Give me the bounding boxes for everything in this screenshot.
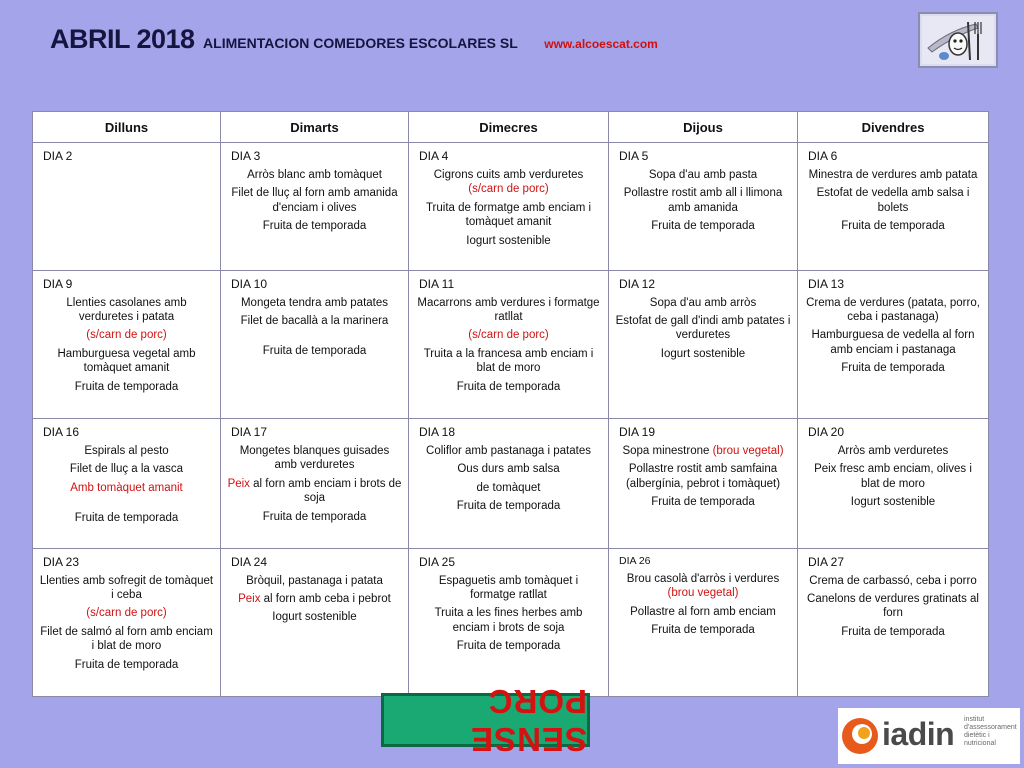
dish-text: Ous durs amb salsa	[457, 463, 560, 476]
page-title: ABRIL 2018	[50, 24, 195, 54]
dish-text: Espaguetis amb tomàquet i formatge ratllat	[438, 574, 579, 601]
menu-dish	[39, 462, 214, 476]
weekday-header: Divendres	[798, 112, 989, 143]
day-label: DIA 27	[808, 554, 845, 569]
dish-text: Fruita de temporada	[262, 510, 367, 523]
menu-cell	[33, 548, 221, 696]
menu-dish	[615, 186, 791, 215]
dish-text: Truita de formatge amb enciam i tomàquet amanit	[425, 201, 592, 229]
menu-cell	[409, 270, 609, 418]
dish-text: Crema de verdures (patata, porro, ceba i pastanaga)	[806, 296, 980, 324]
menu-dish	[227, 510, 402, 524]
day-label: DIA 24	[231, 554, 268, 569]
dish-text: Fruita de temporada	[651, 623, 755, 636]
menu-dish	[804, 168, 982, 182]
dish-text: al forn amb ceba i pebrot	[260, 593, 391, 605]
day-label: DIA 20	[808, 425, 845, 440]
dish-text: al forn amb enciam i brots de soja	[249, 477, 402, 505]
dish-text: Fruita de temporada	[841, 625, 945, 638]
pork-note: (s/carn de porc)	[468, 183, 549, 196]
menu-dish	[415, 574, 602, 603]
menu-dish	[804, 462, 982, 491]
iadin-logo	[838, 708, 1020, 764]
menu-dish	[39, 511, 214, 525]
dish-text: Llenties casolanes amb verduretes i patata	[66, 296, 187, 324]
menu-cell	[609, 143, 798, 271]
highlight-text: Amb tomàquet amanit	[70, 481, 183, 494]
weekday-header: Dijous	[609, 112, 798, 143]
menu-dish	[615, 462, 791, 491]
iadin-tagline: institut d'assessorament dietètic i nutricional	[964, 716, 1017, 747]
highlight-text: Peix	[238, 593, 261, 605]
dish-text: Pollastre rostit amb samfaina (albergínia, pebrot i tomàquet)	[625, 463, 781, 490]
menu-cell	[798, 548, 989, 696]
day-label: DIA 12	[619, 276, 656, 291]
menu-dish	[227, 574, 402, 588]
dish-text: Fruita de temporada	[262, 220, 367, 233]
menu-cell	[409, 419, 609, 549]
menu-cell	[33, 270, 221, 418]
menu-cell	[609, 419, 798, 549]
dish-text: Fruita de temporada	[262, 345, 367, 358]
menu-dish	[615, 168, 791, 182]
dish-text: Canelons de verdures gratinats al forn	[807, 593, 979, 620]
menu-dish	[39, 380, 214, 394]
menu-dish	[39, 347, 214, 376]
menu-dish	[39, 606, 214, 620]
menu-dish	[415, 380, 602, 394]
iadin-flame-icon	[840, 714, 880, 758]
menu-cell	[609, 548, 798, 696]
dish-text: Fruita de temporada	[74, 658, 179, 671]
menu-cell	[409, 143, 609, 271]
menu-dish	[415, 444, 602, 458]
menu-dish	[804, 361, 982, 375]
menu-dish	[227, 444, 402, 473]
highlight-text: (s/carn de porc)	[468, 329, 549, 342]
menu-dish	[39, 328, 214, 342]
menu-dish	[415, 499, 602, 513]
dish-text: Fruita de temporada	[456, 640, 561, 653]
menu-dish	[39, 574, 214, 603]
dish-text: Fruita de temporada	[456, 380, 561, 393]
menu-dish	[415, 606, 602, 635]
dish-text: Cigrons cuits amb verduretes	[433, 169, 584, 181]
day-label: DIA 18	[419, 425, 456, 440]
dish-text: Mongetes blanques guisades amb verduretes	[239, 445, 390, 472]
menu-cell	[221, 143, 409, 271]
menu-dish	[415, 296, 602, 325]
dish-text: Fruita de temporada	[74, 512, 179, 525]
weekday-header: Dimarts	[221, 112, 409, 143]
menu-dish	[39, 481, 214, 495]
week-row	[33, 548, 989, 696]
page-header	[50, 24, 658, 55]
dish-text: Crema de carbassó, ceba i porro	[809, 574, 977, 587]
dish-text: Truita a les fines herbes amb enciam i brots de soja	[434, 607, 583, 634]
week-row	[33, 270, 989, 418]
day-label: DIA 2	[43, 149, 73, 163]
menu-dish	[415, 201, 602, 230]
menu-dish	[615, 623, 791, 637]
dish-text: Fruita de temporada	[651, 220, 755, 233]
menu-cell	[33, 419, 221, 549]
menu-dish	[615, 219, 791, 233]
menu-body	[33, 143, 989, 697]
menu-dish	[39, 296, 214, 325]
dish-text: Macarrons amb verdures i formatge ratllat	[417, 296, 600, 324]
day-label: DIA 11	[419, 276, 455, 291]
menu-dish	[227, 314, 402, 328]
weekday-header: Dimecres	[409, 112, 609, 143]
menu-dish	[615, 605, 791, 619]
day-label: DIA 4	[419, 149, 449, 163]
iadin-wordmark: iadin	[882, 716, 955, 752]
dish-text: Iogurt sostenible	[466, 234, 551, 247]
menu-cell	[221, 419, 409, 549]
pork-note: (brou vegetal)	[667, 587, 739, 600]
day-label: DIA 19	[619, 425, 656, 440]
weekly-menu-table	[32, 111, 989, 697]
menu-dish	[227, 344, 402, 358]
dish-text: Truita a la francesa amb enciam i blat de moro	[423, 347, 594, 375]
dish-text: Iogurt sostenible	[850, 496, 936, 509]
menu-dish	[39, 444, 214, 458]
dish-text: Bròquil, pastanaga i patata	[246, 574, 383, 587]
menu-dish	[804, 574, 982, 588]
dish-text: Estofat de vedella amb salsa i bolets	[816, 187, 970, 214]
day-label: DIA 9	[43, 276, 73, 291]
day-label: DIA 3	[231, 149, 261, 163]
menu-cell	[409, 548, 609, 696]
day-label: DIA 23	[43, 554, 80, 569]
menu-dish	[615, 296, 791, 310]
menu-cell	[609, 270, 798, 418]
menu-dish	[804, 444, 982, 458]
dish-text: Filet de bacallà a la marinera	[240, 315, 389, 328]
day-label: DIA 26	[619, 554, 651, 567]
menu-dish	[804, 219, 982, 233]
day-label: DIA 5	[619, 149, 649, 163]
dish-text: Hamburguesa vegetal amb tomàquet amanit	[57, 347, 196, 375]
menu-cell	[798, 270, 989, 418]
menu-dish	[415, 639, 602, 653]
menu-dish	[39, 625, 214, 654]
menu-dish	[804, 186, 982, 215]
week-row	[33, 143, 989, 271]
menu-dish	[39, 658, 214, 672]
dish-text: Iogurt sostenible	[660, 347, 746, 360]
menu-dish	[615, 444, 791, 458]
dish-text: Minestra de verdures amb patata	[808, 169, 978, 181]
day-label: DIA 17	[231, 425, 268, 440]
menu-dish	[804, 625, 982, 639]
menu-dish	[804, 592, 982, 621]
menu-cell	[798, 143, 989, 271]
menu-dish	[415, 168, 602, 197]
dish-text: Filet de lluç a la vasca	[69, 463, 184, 476]
dish-text: Coliflor amb pastanaga i patates	[426, 445, 591, 458]
menu-dish	[615, 314, 791, 343]
pork-note: (brou vegetal)	[712, 445, 784, 458]
sense-porc-text: SENSE PORC	[470, 683, 587, 758]
menu-cell	[221, 270, 409, 418]
dish-text: Llenties amb sofregit de tomàquet i ceba	[39, 574, 214, 601]
website-link[interactable]: www.alcoescat.com	[544, 37, 658, 51]
menu-cell	[798, 419, 989, 549]
menu-dish	[415, 328, 602, 342]
day-label: DIA 10	[231, 276, 268, 291]
day-label: DIA 16	[43, 425, 80, 440]
menu-dish	[415, 462, 602, 476]
dish-text: Filet de lluç al forn amb amanida d'enciam i olives	[231, 187, 398, 214]
dish-text: Estofat de gall d'indi amb patates i verduretes	[615, 315, 791, 342]
dish-text: Peix fresc amb enciam, olives i blat de moro	[814, 463, 972, 490]
dish-text: Mongeta tendra amb patates	[240, 296, 389, 309]
menu-dish	[804, 495, 982, 509]
dish-text: Fruita de temporada	[74, 380, 179, 393]
menu-dish	[227, 610, 402, 624]
dish-text: Arròs amb verduretes	[837, 445, 949, 458]
dish-text: Filet de salmó al forn amb enciam i blat de moro	[40, 625, 213, 653]
dish-text: Pollastre rostit amb all i llimona amb amanida	[623, 187, 783, 214]
menu-cell	[33, 143, 221, 271]
dish-text: Pollastre al forn amb enciam	[630, 605, 776, 618]
dish-text: Fruita de temporada	[841, 220, 945, 233]
dish-text: Arròs blanc amb tomàquet	[247, 169, 382, 181]
company-name: ALIMENTACION COMEDORES ESCOLARES SL	[203, 35, 518, 51]
dish-text: Brou casolà d'arròs i verdures	[626, 572, 780, 585]
menu-dish	[415, 347, 602, 376]
day-label: DIA 6	[808, 149, 838, 163]
dish-text: Fruita de temporada	[841, 362, 945, 375]
dish-text: Iogurt sostenible	[272, 611, 357, 624]
dish-text: Hamburguesa de vedella al forn amb enciam i pastanaga	[811, 329, 975, 356]
dish-text: Sopa minestrone	[622, 445, 713, 458]
cutlery-icon	[920, 14, 996, 66]
dish-text: de tomàquet	[476, 481, 541, 494]
menu-dish	[415, 481, 602, 495]
weekday-header-row	[33, 112, 989, 143]
week-row	[33, 419, 989, 549]
day-label: DIA 25	[419, 554, 456, 569]
menu-dish	[804, 296, 982, 325]
highlight-text: (s/carn de porc)	[86, 329, 167, 342]
dish-text: Fruita de temporada	[651, 496, 755, 509]
menu-dish	[227, 219, 402, 233]
menu-dish	[615, 572, 791, 601]
menu-dish	[227, 296, 402, 310]
highlight-text: Peix	[227, 477, 250, 490]
menu-dish	[615, 495, 791, 509]
menu-dish	[227, 168, 402, 182]
menu-dish	[804, 328, 982, 357]
menu-dish	[615, 347, 791, 361]
menu-dish	[227, 592, 402, 606]
dish-text: Espirals al pesto	[84, 445, 169, 458]
weekday-header: Dilluns	[33, 112, 221, 143]
dish-text: Sopa d'au amb arròs	[649, 296, 757, 309]
dish-text: Fruita de temporada	[456, 500, 561, 513]
menu-dish	[227, 477, 402, 506]
sense-porc-stamp	[381, 683, 590, 758]
menu-dish	[415, 234, 602, 248]
menu-dish	[227, 186, 402, 215]
day-label: DIA 13	[808, 276, 845, 291]
menu-cell	[221, 548, 409, 696]
highlight-text: (s/carn de porc)	[86, 607, 167, 620]
dish-text: Sopa d'au amb pasta	[648, 169, 758, 181]
cutlery-logo	[918, 12, 998, 68]
